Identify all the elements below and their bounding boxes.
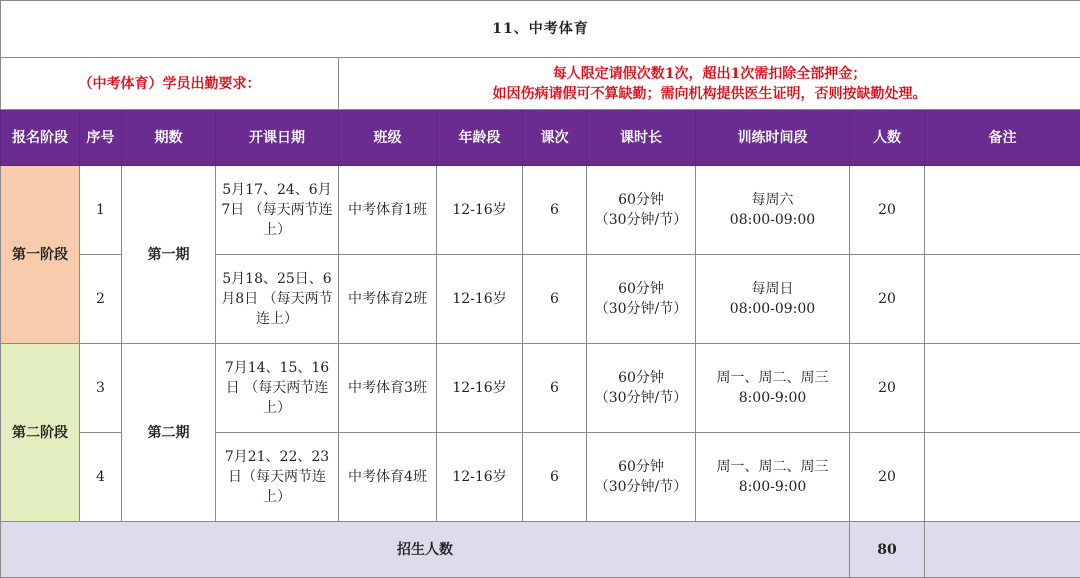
requirements-line-1: 每人限定请假次数1次，超出1次需扣除全部押金； xyxy=(342,64,1077,84)
note-cell xyxy=(925,433,1080,522)
enrollment-total-value: 80 xyxy=(850,522,925,578)
start-date: 5月18、25日、6月8日 （每天两节连上） xyxy=(216,255,339,344)
time-slot xyxy=(696,433,850,522)
table-title: 11、中考体育 xyxy=(1,1,1080,58)
session-count: 6 xyxy=(523,255,587,344)
session-count: 6 xyxy=(523,344,587,433)
header-number: 序号 xyxy=(80,110,122,166)
class-name: 中考体育2班 xyxy=(339,255,437,344)
requirements-label: （中考体育）学员出勤要求： xyxy=(1,58,339,110)
table-row xyxy=(1,344,1080,433)
stage-cell-1: 第一阶段 xyxy=(1,166,80,344)
note-cell xyxy=(925,255,1080,344)
start-date: 7月21、22、23日（每天两节连上） xyxy=(216,433,339,522)
time-slot xyxy=(696,344,850,433)
age-range: 12-16岁 xyxy=(437,433,523,522)
header-stage: 报名阶段 xyxy=(1,110,80,166)
header-start-date: 开课日期 xyxy=(216,110,339,166)
row-number: 4 xyxy=(80,433,122,522)
table-row xyxy=(1,166,1080,255)
time-slot-days: 周一、周二、周三 xyxy=(699,368,846,388)
start-date: 7月14、15、16日 （每天两节连上） xyxy=(216,344,339,433)
age-range: 12-16岁 xyxy=(437,166,523,255)
period-cell-2: 第二期 xyxy=(122,344,216,522)
header-duration: 课时长 xyxy=(587,110,696,166)
header-period: 期数 xyxy=(122,110,216,166)
start-date: 5月17、24、6月7日 （每天两节连上） xyxy=(216,166,339,255)
duration-total: 60分钟 xyxy=(590,190,692,210)
student-count: 20 xyxy=(850,255,925,344)
duration xyxy=(587,166,696,255)
duration-per-session: （30分钟/节） xyxy=(590,299,692,319)
time-slot-hours: 08:00-09:00 xyxy=(699,299,846,319)
duration-total: 60分钟 xyxy=(590,279,692,299)
time-slot-hours: 08:00-09:00 xyxy=(699,210,846,230)
duration-per-session: （30分钟/节） xyxy=(590,388,692,408)
time-slot-days: 每周日 xyxy=(699,279,846,299)
time-slot-hours: 8:00-9:00 xyxy=(699,477,846,497)
duration-total: 60分钟 xyxy=(590,368,692,388)
duration xyxy=(587,255,696,344)
note-cell xyxy=(925,344,1080,433)
time-slot xyxy=(696,166,850,255)
row-number: 2 xyxy=(80,255,122,344)
header-class: 班级 xyxy=(339,110,437,166)
duration-total: 60分钟 xyxy=(590,457,692,477)
row-number: 3 xyxy=(80,344,122,433)
header-row xyxy=(1,110,1080,166)
time-slot-hours: 8:00-9:00 xyxy=(699,388,846,408)
session-count: 6 xyxy=(523,433,587,522)
time-slot xyxy=(696,255,850,344)
header-note: 备注 xyxy=(925,110,1080,166)
enrollment-total-label: 招生人数 xyxy=(1,522,850,578)
footer-note-cell xyxy=(925,522,1080,578)
student-count: 20 xyxy=(850,166,925,255)
period-cell-1: 第一期 xyxy=(122,166,216,344)
stage-cell-2: 第二阶段 xyxy=(1,344,80,522)
class-name: 中考体育1班 xyxy=(339,166,437,255)
footer-row xyxy=(1,522,1080,578)
requirements-line-2: 如因伤病请假可不算缺勤；需向机构提供医生证明，否则按缺勤处理。 xyxy=(342,84,1077,104)
duration xyxy=(587,344,696,433)
header-count: 人数 xyxy=(850,110,925,166)
requirements-row xyxy=(1,58,1080,110)
header-sessions: 课次 xyxy=(523,110,587,166)
duration-per-session: （30分钟/节） xyxy=(590,210,692,230)
class-name: 中考体育3班 xyxy=(339,344,437,433)
row-number: 1 xyxy=(80,166,122,255)
title-row xyxy=(1,1,1080,58)
requirements-text xyxy=(339,58,1080,110)
header-time-slot: 训练时间段 xyxy=(696,110,850,166)
time-slot-days: 周一、周二、周三 xyxy=(699,457,846,477)
time-slot-days: 每周六 xyxy=(699,190,846,210)
age-range: 12-16岁 xyxy=(437,344,523,433)
header-age: 年龄段 xyxy=(437,110,523,166)
duration-per-session: （30分钟/节） xyxy=(590,477,692,497)
age-range: 12-16岁 xyxy=(437,255,523,344)
note-cell xyxy=(925,166,1080,255)
class-name: 中考体育4班 xyxy=(339,433,437,522)
duration xyxy=(587,433,696,522)
student-count: 20 xyxy=(850,433,925,522)
student-count: 20 xyxy=(850,344,925,433)
session-count: 6 xyxy=(523,166,587,255)
